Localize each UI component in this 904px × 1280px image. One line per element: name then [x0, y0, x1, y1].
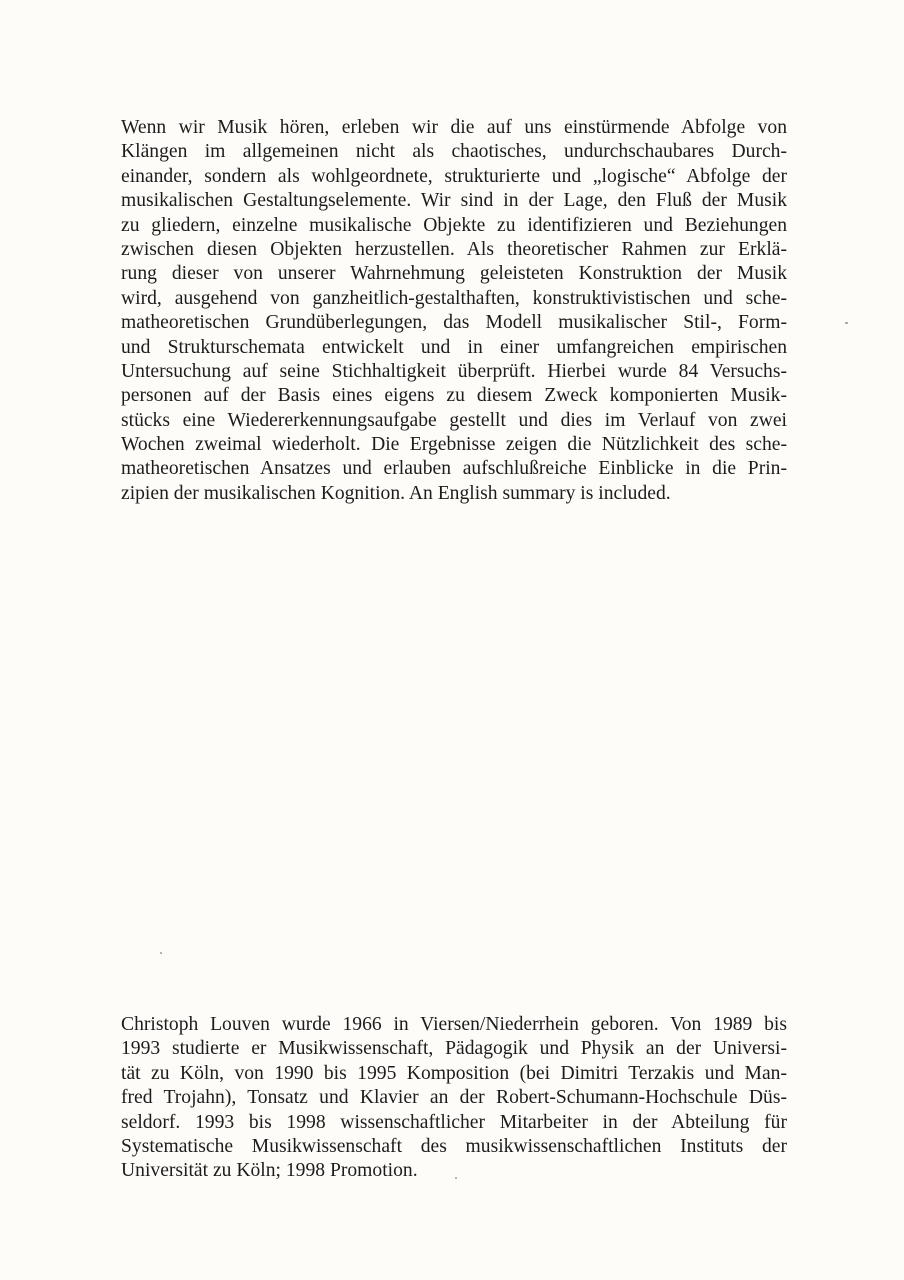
- author-bio-line: 1993 studierte er Musikwissenschaft, Pädagogik und Physik an der Universi-: [121, 1038, 787, 1060]
- abstract-line: matheoretischen Ansatzes und erlauben aufschlußreiche Einblicke in die Prin-: [121, 458, 787, 480]
- abstract-line: musikalischen Gestaltungselemente. Wir sind in der Lage, den Fluß der Musik: [121, 190, 787, 212]
- abstract-line: matheoretischen Grundüberlegungen, das Modell musikalischer Stil-, Form-: [121, 312, 787, 334]
- abstract-line: zwischen diesen Objekten herzustellen. Als theoretischer Rahmen zur Erklä-: [121, 238, 787, 260]
- author-bio-line: tät zu Köln, von 1990 bis 1995 Komposition (bei Dimitri Terzakis und Man-: [121, 1062, 787, 1084]
- abstract-line: wird, ausgehend von ganzheitlich-gestalthaften, konstruktivistischen und sche-: [121, 287, 787, 309]
- author-bio-line: Systematische Musikwissenschaft des musikwissenschaftlichen Instituts der: [121, 1135, 787, 1157]
- abstract-line: Wenn wir Musik hören, erleben wir die auf uns einstürmende Abfolge von: [121, 117, 787, 138]
- abstract-line: Untersuchung auf seine Stichhaltigkeit überprüft. Hierbei wurde 84 Versuchs-: [121, 360, 787, 382]
- abstract-line: Wochen zweimal wiederholt. Die Ergebnisse zeigen die Nützlichkeit des sche-: [121, 434, 787, 456]
- abstract-line: stücks eine Wiedererkennungsaufgabe gestellt und dies im Verlauf von zwei: [121, 409, 787, 431]
- abstract-line: und Strukturschemata entwickelt und in einer umfangreichen empirischen: [121, 336, 787, 358]
- abstract-line: zu gliedern, einzelne musikalische Objekte zu identifizieren und Beziehungen: [121, 214, 787, 236]
- paper-speck: [455, 1177, 457, 1179]
- abstract-line: zipien der musikalischen Kognition. An English summary is included.: [121, 482, 671, 504]
- author-bio-line: Universität zu Köln; 1998 Promotion.: [121, 1160, 418, 1182]
- author-bio-line: Christoph Louven wurde 1966 in Viersen/Niederrhein geboren. Von 1989 bis: [121, 1014, 787, 1035]
- paper-speck: [845, 322, 848, 324]
- abstract-line: personen auf der Basis eines eigens zu diesem Zweck komponierten Musik-: [121, 385, 787, 407]
- abstract-line: Klängen im allgemeinen nicht als chaotisches, undurchschaubares Durch-: [121, 141, 787, 163]
- paper-speck: [160, 952, 162, 954]
- author-bio-line: seldorf. 1993 bis 1998 wissenschaftlicher Mitarbeiter in der Abteilung für: [121, 1111, 787, 1133]
- abstract-line: rung dieser von unserer Wahrnehmung geleisteten Konstruktion der Musik: [121, 263, 787, 285]
- author-biography-paragraph: [121, 1013, 787, 1184]
- abstract-paragraph: [121, 116, 787, 506]
- author-bio-line: fred Trojahn), Tonsatz und Klavier an der Robert-Schumann-Hochschule Düs-: [121, 1087, 787, 1109]
- abstract-line: einander, sondern als wohlgeordnete, strukturierte und „logische“ Abfolge der: [121, 165, 787, 187]
